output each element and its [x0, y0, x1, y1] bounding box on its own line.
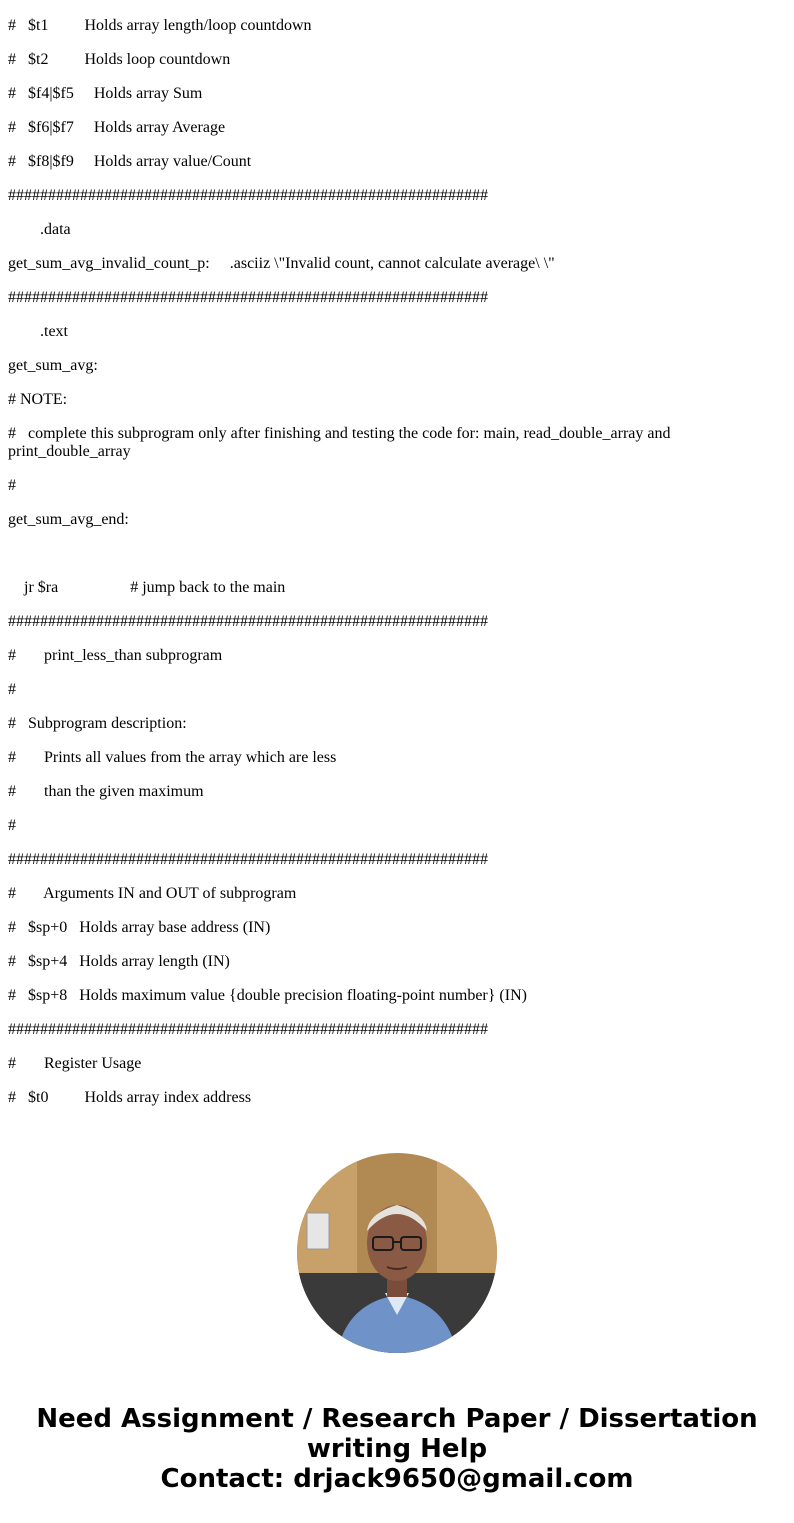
code-line: get_sum_avg_invalid_count_p: .asciiz \"Invalid count, cannot calculate average\ \" — [8, 255, 555, 272]
promo-banner — [0, 1404, 794, 1494]
code-line: # Prints all values from the array which are less — [8, 749, 337, 766]
code-line: # print_less_than subprogram — [8, 647, 223, 664]
code-line: # complete this subprogram only after finishing and testing the code for: main, read_double_array and print_double_array — [8, 425, 675, 460]
code-line — [8, 0, 698, 1]
separator-line: ############################################################ — [8, 187, 488, 204]
data-directive: .data — [8, 221, 71, 238]
code-line: # — [8, 477, 16, 494]
code-line: # Register Usage — [8, 1055, 142, 1072]
contact-email: Contact: drjack9650@gmail.com — [160, 1464, 634, 1494]
code-line: # NOTE: — [8, 391, 68, 408]
code-line: # than the given maximum — [8, 783, 204, 800]
code-label: get_sum_avg_end: — [8, 511, 129, 528]
code-line: # $t1 Holds array length/loop countdown — [8, 17, 312, 34]
code-line: # $f8|$f9 Holds array value/Count — [8, 153, 252, 170]
code-line: # Subprogram description: — [8, 715, 187, 732]
code-line: # $f6|$f7 Holds array Average — [8, 119, 226, 136]
author-portrait-photo — [297, 1153, 497, 1353]
separator-line: ############################################################ — [8, 613, 488, 630]
code-line: jr $ra # jump back to the main — [8, 579, 286, 596]
code-line: # $sp+4 Holds array length (IN) — [8, 953, 230, 970]
code-line: # Arguments IN and OUT of subprogram — [8, 885, 297, 902]
code-line: # $t2 Holds loop countdown — [8, 51, 231, 68]
code-line: # $f4|$f5 Holds array Sum — [8, 85, 203, 102]
code-line: # — [8, 681, 16, 698]
separator-line: ############################################################ — [8, 289, 488, 306]
code-line: # $sp+8 Holds maximum value {double precision floating-point number} (IN) — [8, 987, 527, 1004]
separator-line: ############################################################ — [8, 851, 488, 868]
portrait-icon — [297, 1153, 497, 1353]
text-directive: .text — [8, 323, 68, 340]
code-label: get_sum_avg: — [8, 357, 98, 374]
code-document — [8, 0, 698, 1123]
blank-line — [8, 545, 698, 563]
code-line: # — [8, 817, 16, 834]
code-line: # $t0 Holds array index address — [8, 1089, 252, 1106]
separator-line: ############################################################ — [8, 1021, 488, 1038]
promo-line-1: Need Assignment / Research Paper / Dissertation — [36, 1404, 758, 1434]
promo-line-2: writing Help — [306, 1434, 488, 1464]
code-line: # $sp+0 Holds array base address (IN) — [8, 919, 271, 936]
